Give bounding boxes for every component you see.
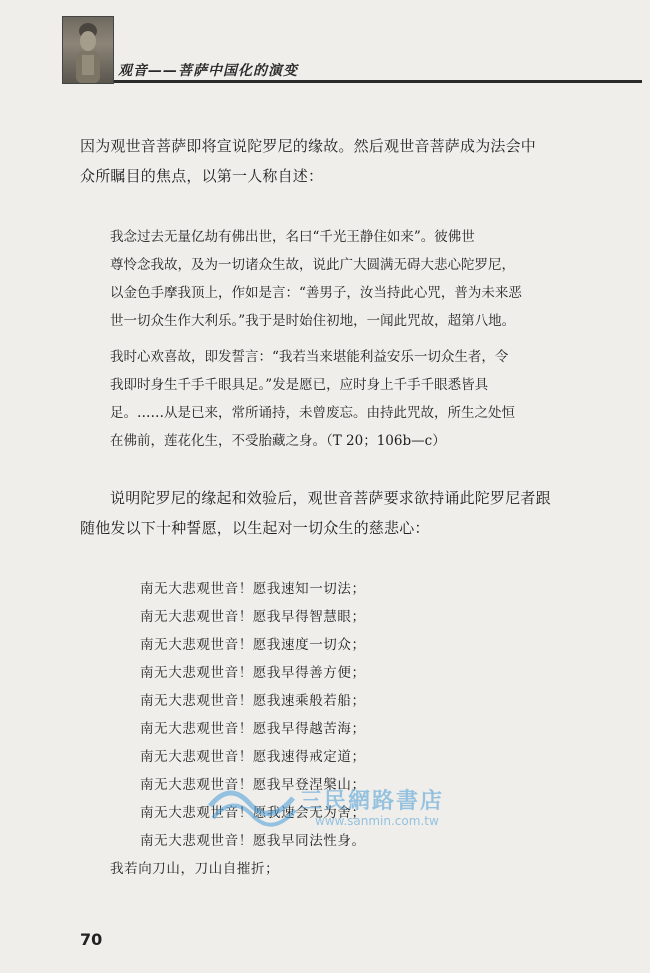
explain-line-2: 随他发以下十种誓愿，以生起对一切众生的慈悲心： (80, 519, 430, 537)
vow-line: 南无大悲观世音！愿我早得善方便； (140, 665, 366, 681)
watermark-name: 三民網路書店 (300, 789, 445, 814)
vow-line: 南无大悲观世音！愿我速会无为舍； (140, 805, 366, 821)
quote-line: 我念过去无量亿劫有佛出世，名曰“千光王静住如来”。彼佛世 (110, 229, 475, 245)
quote-line: 足。……从是已来，常所诵持，未曾废忘。由持此咒故，所生之处恒 (110, 405, 515, 421)
vow-line: 南无大悲观世音！愿我速得戒定道； (140, 749, 366, 765)
bookstore-watermark (205, 776, 505, 836)
quote-line: 我时心欢喜故，即发誓言：“我若当来堪能利益安乐一切众生者，令 (110, 349, 509, 365)
running-header (62, 16, 642, 86)
watermark-swirl-icon (205, 776, 300, 831)
closing-line: 我若向刀山，刀山自摧折； (110, 861, 280, 877)
quote-line: 尊怜念我故，及为一切诸众生故，说此广大圆满无碍大悲心陀罗尼， (110, 257, 515, 273)
vow-line: 南无大悲观世音！愿我速度一切众； (140, 637, 366, 653)
vow-line: 南无大悲观世音！愿我早同法性身。 (140, 833, 366, 849)
page-number: 70 (80, 930, 103, 949)
quote-line: 以金色手摩我顶上，作如是言：“善男子，汝当持此心咒，普为未来恶 (110, 285, 522, 301)
intro-line-2: 众所瞩目的焦点，以第一人称自述： (80, 167, 324, 185)
explain-line-1: 说明陀罗尼的缘起和效验后，观世音菩萨要求欲持诵此陀罗尼者跟 (110, 489, 551, 507)
vow-line: 南无大悲观世音！愿我速乘般若船； (140, 693, 366, 709)
vow-line: 南无大悲观世音！愿我早得越苦海； (140, 721, 366, 737)
quote-line: 世一切众生作大利乐。”我于是时始住初地，一闻此咒故，超第八地。 (110, 313, 516, 329)
header-rule (114, 80, 642, 83)
vow-line: 南无大悲观世音！愿我早得智慧眼； (140, 609, 366, 625)
quote-line: 在佛前，莲花化生，不受胎藏之身。（T 20；106b—c） (110, 433, 446, 449)
watermark-url: www.sanmin.com.tw (315, 814, 439, 828)
running-header-title: 观音——菩萨中国化的演变 (118, 63, 298, 79)
vow-line: 南无大悲观世音！愿我早登涅槃山； (140, 777, 366, 793)
bodhisattva-statue-thumbnail (62, 16, 114, 84)
quote-line: 我即时身生千手千眼具足。”发是愿已，应时身上千手千眼悉皆具 (110, 377, 489, 393)
intro-line-1: 因为观世音菩萨即将宣说陀罗尼的缘故。然后观世音菩萨成为法会中 (80, 137, 537, 155)
vow-line: 南无大悲观世音！愿我速知一切法； (140, 581, 366, 597)
